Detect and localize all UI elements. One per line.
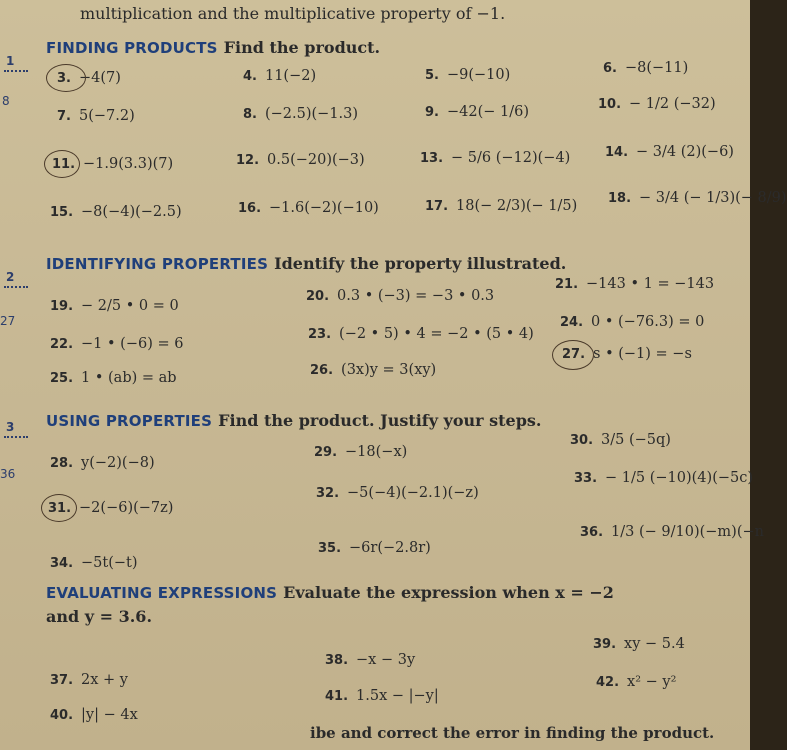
pen-circle-mark	[41, 494, 77, 522]
intro-line: multiplication and the multiplicative property of −1.	[80, 4, 506, 23]
exercise-expression: |y| − 4x	[81, 707, 138, 723]
margin-number: 36	[0, 467, 16, 481]
exercise-number: 22.	[50, 337, 74, 352]
exercise-expression: −4(7)	[78, 70, 121, 86]
margin-number: 2	[6, 270, 15, 284]
exercise-number: 13.	[420, 151, 444, 166]
exercise-number: 10.	[598, 97, 622, 112]
margin-dots	[4, 436, 28, 438]
exercise-number: 3.	[57, 71, 71, 86]
exercise-number: 33.	[574, 471, 598, 486]
exercise-15	[50, 204, 182, 220]
exercise-number: 18.	[608, 191, 632, 206]
exercise-expression: − 1/2 (−32)	[629, 96, 716, 112]
exercise-7	[57, 108, 135, 124]
exercise-number: 24.	[560, 315, 584, 330]
exercise-12	[236, 152, 365, 168]
exercise-8	[243, 106, 358, 122]
exercise-expression: (−2 • 5) • 4 = −2 • (5 • 4)	[339, 326, 534, 342]
exercise-expression: 0 • (−76.3) = 0	[591, 314, 705, 330]
exercise-number: 37.	[50, 673, 74, 688]
exercise-expression: 3/5 (−5q)	[601, 432, 671, 448]
exercise-expression: − 3/4 (− 1/3)(− 8/9)	[639, 190, 787, 206]
exercise-38	[325, 652, 415, 668]
exercise-40	[50, 707, 138, 723]
section-heading-identifying-properties	[46, 254, 566, 273]
exercise-5	[425, 67, 510, 83]
exercise-number: 12.	[236, 153, 260, 168]
exercise-23	[308, 326, 534, 342]
exercise-28	[50, 455, 155, 471]
section-keyword: EVALUATING EXPRESSIONS	[46, 584, 278, 602]
exercise-number: 26.	[310, 363, 334, 378]
section-instruction: Identify the property illustrated.	[274, 254, 567, 273]
section-heading-evaluating-expressions	[46, 583, 614, 602]
exercise-expression: (3x)y = 3(xy)	[341, 362, 437, 378]
exercise-9	[425, 104, 529, 120]
exercise-41	[325, 688, 439, 704]
exercise-expression: − 1/5 (−10)(4)(−5c)	[605, 470, 753, 486]
margin-number: 3	[6, 420, 15, 434]
pen-circle-mark	[46, 64, 86, 92]
section-heading-finding-products	[46, 38, 380, 57]
section-keyword: IDENTIFYING PROPERTIES	[46, 255, 269, 273]
exercise-number: 27.	[562, 347, 586, 362]
exercise-expression: 0.5(−20)(−3)	[267, 152, 365, 168]
exercise-expression: 0.3 • (−3) = −3 • 0.3	[337, 288, 495, 304]
exercise-35	[318, 540, 431, 556]
exercise-number: 7.	[57, 109, 71, 124]
exercise-21	[555, 276, 714, 292]
exercise-expression: −8(−4)(−2.5)	[81, 204, 182, 220]
exercise-26	[310, 362, 436, 378]
exercise-number: 14.	[605, 145, 629, 160]
exercise-expression: 1 • (ab) = ab	[81, 370, 177, 386]
exercise-expression: y(−2)(−8)	[81, 455, 155, 471]
exercise-number: 16.	[238, 201, 262, 216]
exercise-36	[580, 524, 764, 540]
exercise-number: 17.	[425, 199, 449, 214]
exercise-number: 28.	[50, 456, 74, 471]
exercise-expression: 2x + y	[81, 672, 128, 688]
exercise-expression: − 3/4 (2)(−6)	[636, 144, 734, 160]
pen-circle-mark	[552, 340, 594, 370]
exercise-number: 9.	[425, 105, 439, 120]
exercise-number: 25.	[50, 371, 74, 386]
section-instruction: Evaluate the expression when x = −2	[283, 583, 614, 602]
exercise-number: 5.	[425, 68, 439, 83]
exercise-number: 35.	[318, 541, 342, 556]
exercise-32	[316, 485, 479, 501]
exercise-number: 39.	[593, 637, 617, 652]
exercise-number: 42.	[596, 675, 620, 690]
exercise-expression: x² − y²	[627, 674, 677, 690]
section-instruction: Find the product. Justify your steps.	[218, 411, 542, 430]
exercise-expression: −143 • 1 = −143	[586, 276, 715, 292]
exercise-20	[306, 288, 494, 304]
section-keyword: FINDING PRODUCTS	[46, 39, 218, 57]
exercise-30	[570, 432, 671, 448]
section-heading-using-properties	[46, 411, 542, 430]
exercise-number: 41.	[325, 689, 349, 704]
exercise-6	[603, 60, 688, 76]
exercise-expression: −1.6(−2)(−10)	[269, 200, 379, 216]
exercise-expression: −1 • (−6) = 6	[81, 336, 184, 352]
exercise-expression: −18(−x)	[345, 444, 408, 460]
exercise-expression: −1.9(3.3)(7)	[83, 156, 174, 172]
margin-number: 8	[2, 94, 10, 108]
exercise-expression: 18(− 2/3)(− 1/5)	[456, 198, 578, 214]
exercise-expression: 1/3 (− 9/10)(−m)(−n	[611, 524, 764, 540]
exercise-25	[50, 370, 177, 386]
exercise-expression: (−2.5)(−1.3)	[264, 106, 359, 122]
exercise-number: 29.	[314, 445, 338, 460]
margin-dots	[4, 70, 28, 72]
exercise-number: 32.	[316, 486, 340, 501]
exercise-number: 40.	[50, 708, 74, 723]
exercise-number: 4.	[243, 69, 257, 84]
section-instruction-line2: and y = 3.6.	[46, 607, 153, 626]
exercise-34	[50, 555, 138, 571]
exercise-expression: −5(−4)(−2.1)(−z)	[347, 485, 479, 501]
exercise-expression: −x − 3y	[356, 652, 416, 668]
exercise-number: 30.	[570, 433, 594, 448]
exercise-number: 23.	[308, 327, 332, 342]
exercise-number: 21.	[555, 277, 579, 292]
margin-dots	[4, 286, 28, 288]
exercise-expression: 11(−2)	[264, 68, 317, 84]
exercise-expression: − 5/6 (−12)(−4)	[451, 150, 571, 166]
exercise-19	[50, 298, 179, 314]
exercise-expression: s • (−1) = −s	[593, 346, 692, 362]
section-keyword: USING PROPERTIES	[46, 412, 213, 430]
exercise-expression: −9(−10)	[446, 67, 511, 83]
exercise-number: 20.	[306, 289, 330, 304]
exercise-16	[238, 200, 379, 216]
exercise-expression: 5(−7.2)	[78, 108, 135, 124]
exercise-24	[560, 314, 704, 330]
exercise-expression: −5t(−t)	[81, 555, 138, 571]
exercise-22	[50, 336, 183, 352]
exercise-expression: xy − 5.4	[624, 636, 685, 652]
exercise-18	[608, 190, 787, 206]
exercise-10	[598, 96, 716, 112]
exercise-4	[243, 68, 316, 84]
exercise-expression: 1.5x − |−y|	[356, 688, 439, 704]
exercise-number: 31.	[48, 501, 72, 516]
exercise-number: 19.	[50, 299, 74, 314]
exercise-17	[425, 198, 577, 214]
exercise-42	[596, 674, 676, 690]
bottom-partial-line: ibe and correct the error in finding the product.	[310, 724, 715, 742]
pen-circle-mark	[44, 150, 80, 178]
exercise-number: 36.	[580, 525, 604, 540]
margin-number: 1	[6, 54, 15, 68]
exercise-expression: −42(− 1/6)	[446, 104, 529, 120]
exercise-14	[605, 144, 734, 160]
exercise-expression: −6r(−2.8r)	[349, 540, 431, 556]
exercise-29	[314, 444, 407, 460]
margin-number: 27	[0, 314, 16, 328]
exercise-33	[574, 470, 753, 486]
exercise-39	[593, 636, 685, 652]
exercise-expression: −8(−11)	[624, 60, 689, 76]
exercise-number: 15.	[50, 205, 74, 220]
exercise-expression: −2(−6)(−7z)	[79, 500, 174, 516]
exercise-37	[50, 672, 128, 688]
exercise-13	[420, 150, 570, 166]
exercise-number: 34.	[50, 556, 74, 571]
exercise-number: 38.	[325, 653, 349, 668]
exercise-number: 6.	[603, 61, 617, 76]
exercise-number: 11.	[52, 157, 76, 172]
exercise-number: 8.	[243, 107, 257, 122]
section-instruction: Find the product.	[223, 38, 381, 57]
exercise-expression: − 2/5 • 0 = 0	[81, 298, 179, 314]
